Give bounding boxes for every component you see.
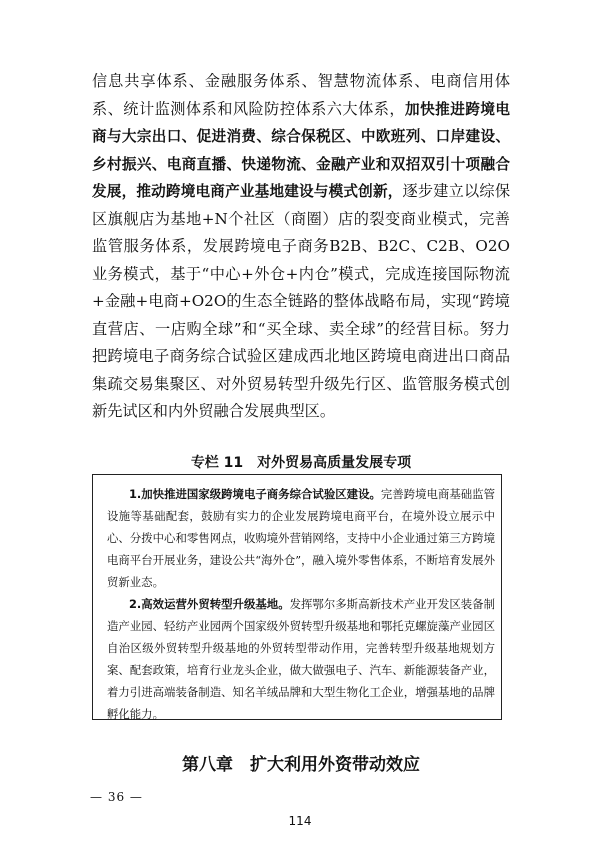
page-number: 114 — [288, 814, 312, 828]
body-text-bold: 加快推进跨境电商与大宗出口、促进消费、综合保税区、中欧班列、口岸建设、乡村振兴、电商直播、快递物流、金融产业和双招双引十项融合发展，推动跨境电商产业基地建设与模式创新， — [92, 100, 510, 200]
body-text-regular: 信息共享体系、金融服务体系、智慧物流体系、电商信用体系、统计监测体系和风险防控体系六大体系， — [92, 72, 510, 118]
column-box — [92, 474, 502, 720]
page-label: — 36 — — [90, 790, 143, 804]
body-text-continued: 逐步建立以综保区旗舰店为基地+N个社区（商圈）店的裂变商业模式，完善监管服务体系，发展跨境电子商务B2B、B2C、C2B、O2O业务模式，基于“中心+外仓+内仓”模式，完成连接国际物流+金融+电商+O2O的生态全链路的整体战略布局，实现“跨境直营店、一店购全球”和“买全球、卖全球”的经营目标。努力把跨境电子商务综合试验区建成西北地区跨境电商进出口商品集疏交易集聚区、对外贸易转型升级先行区、监管服务模式创新先试区和内外贸融合发展典型区。 — [92, 182, 511, 420]
column-item-1 — [107, 483, 495, 593]
column-item-1-text: 完善跨境电商基础监管设施等基础配套，鼓励有实力的企业发展跨境电商平台，在境外设立展示中心、分拨中心和零售网点，收购境外营销网络，支持中小企业通过第三方跨境电商平台开展业务，建设公共“海外仓”，融入境外零售体系，不断培育发展外贸新业态。 — [107, 487, 495, 589]
column-box-title: 专栏 11 对外贸易高质量发展专项 — [190, 455, 412, 471]
column-item-1-heading: 1.加快推进国家级跨境电子商务综合试验区建设。 — [129, 487, 381, 501]
column-item-2-text: 发挥鄂尔多斯高新技术产业开发区装备制造产业园、轻纺产业园两个国家级外贸转型升级基地和鄂托克螺旋藻产业园区自治区级外贸转型升级基地的外贸转型带动作用，完善转型升级基地规划方案、配套政策，培育行业龙头企业，做大做强电子、汽车、新能源装备产业，着力引进高端装备制造、知名羊绒品牌和大型生物化工企业，增强基地的品牌孵化能力。 — [107, 597, 495, 721]
body-paragraph — [92, 68, 510, 426]
chapter-heading: 第八章 扩大利用外资带动效应 — [182, 755, 420, 775]
column-item-2-heading: 2.高效运营外贸转型升级基地。 — [129, 597, 290, 611]
column-item-2 — [107, 593, 495, 725]
